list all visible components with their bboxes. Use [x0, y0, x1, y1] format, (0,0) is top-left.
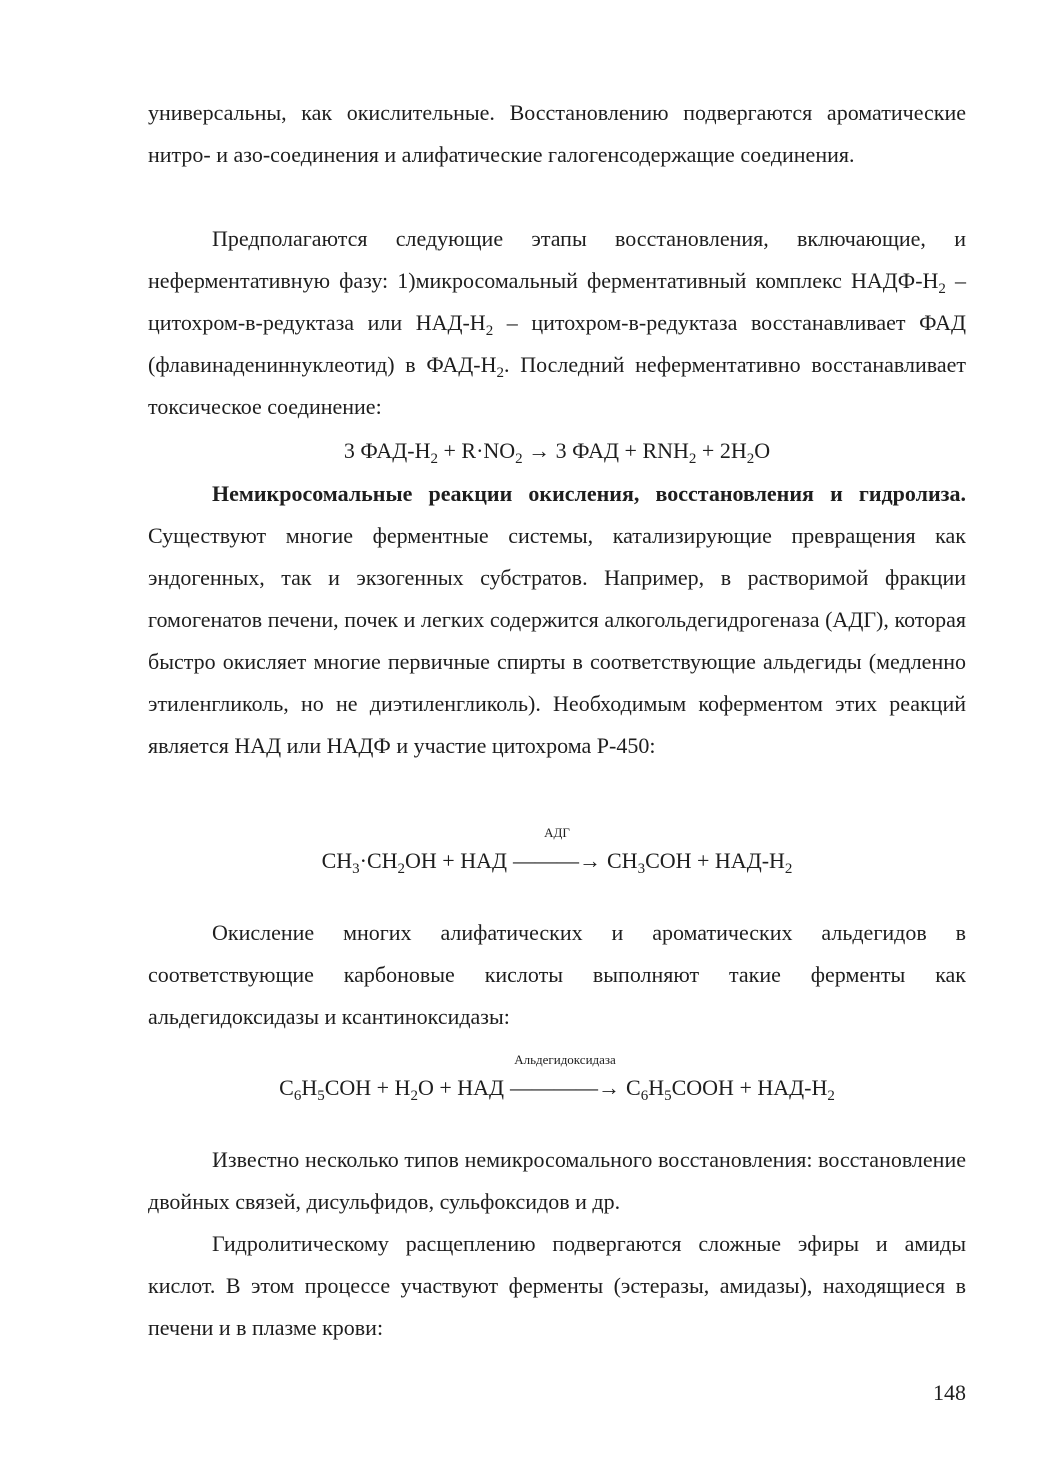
paragraph-2-text-d: . Последний неферментативно восстанавливает токсическое соединение: — [148, 352, 966, 419]
paragraph-6 — [148, 1223, 966, 1349]
paragraph-2-text-a: Предполагаются следующие этапы восстановления, включающие, и неферментативную фазу: 1)микросомальный ферментативный комплекс НАДФ-Н — [148, 226, 966, 293]
paragraph-2 — [148, 218, 966, 428]
subscript: 2 — [496, 365, 504, 381]
reaction-arrow: Альдегидоксидаза ————→ — [510, 1073, 620, 1103]
paragraph-4 — [148, 912, 966, 1038]
equation-2: $CH_3\cdot CH_2OH$ + НАД АДГ ———→ $CH_3COH + НАД-Н_2$ — [148, 846, 966, 876]
paragraph-6-text: Гидролитическому расщеплению подвергаются сложные эфиры и амиды кислот. В этом процессе участвуют ферменты (эстеразы, амидазы), находящиеся в печени и в плазме крови: — [148, 1231, 966, 1340]
paragraph-3 — [148, 473, 966, 767]
paragraph-3-text: Существуют многие ферментные системы, катализирующие превращения как эндогенных, так и экзогенных субстратов. Например, в растворимой фракции гомогенатов печени, почек и легких содержится алкогольдегидрогеназа (АДГ), которая быстро окисляет многие первичные спирты в соответствующие альдегиды (медленно этиленгликоль, но не диэтиленгликоль). Необходимым коферментом этих реакций является НАД или НАДФ и участие цитохрома Р-450: — [148, 523, 966, 758]
subscript: 2 — [938, 281, 946, 297]
page-number: 148 — [933, 1380, 966, 1405]
subscript: 2 — [485, 323, 494, 339]
reaction-arrow: АДГ ———→ — [513, 846, 601, 876]
paragraph-5 — [148, 1139, 966, 1223]
section-heading: Немикросомальные реакции окисления, восстановления и гидролиза. — [212, 481, 966, 506]
enzyme-label: АДГ — [544, 825, 570, 840]
paragraph-2-text-c: – цитохром-в-редуктаза восстанавливает ФАД (флавинадениннуклеотид) в ФАД-Н — [148, 310, 966, 377]
paragraph-2-text-b: – цитохром-в-редуктаза или НАД-Н — [148, 268, 966, 335]
paragraph-1-text: универсальны, как окислительные. Восстановлению подвергаются ароматические нитро- и азо-соединения и алифатические галогенсодержащие соединения. — [148, 100, 966, 167]
equation-1: 3 ФАД-$Н_2 + R\cdot NO_2 \to 3$ ФАД + $RNH_2 + 2H_2O$ — [343, 438, 771, 467]
paragraph-1 — [148, 92, 966, 176]
paragraph-5-text: Известно несколько типов немикросомального восстановления: восстановление двойных связей, дисульфидов, сульфоксидов и др. — [148, 1147, 966, 1214]
paragraph-4-text: Окисление многих алифатических и ароматических альдегидов в соответствующие карбоновые кислоты выполняют такие ферменты как альдегидоксидазы и ксантиноксидазы: — [148, 920, 966, 1029]
equation-3: $C_6H_5COH + H_2O$ + НАД Альдегидоксидаза ————→ $C_6H_5COOH + НАД-Н_2$ — [148, 1073, 966, 1103]
enzyme-label: Альдегидоксидаза — [514, 1052, 616, 1067]
